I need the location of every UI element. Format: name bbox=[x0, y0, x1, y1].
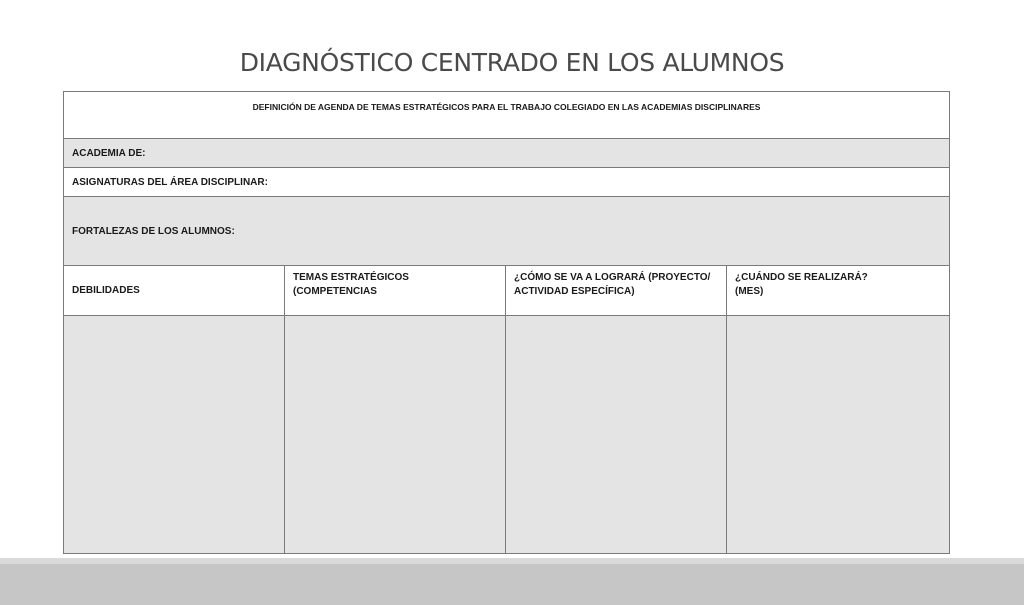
academia-field[interactable]: ACADEMIA DE: bbox=[64, 139, 950, 168]
column-header-cuando bbox=[727, 266, 950, 316]
column-header-como-line1: ¿CÓMO SE VA A LOGRARÁ (PROYECTO/ bbox=[514, 272, 711, 283]
entry-row bbox=[64, 316, 950, 554]
column-header-row bbox=[64, 266, 950, 316]
column-header-temas-line1: TEMAS ESTRATÉGICOS bbox=[293, 272, 409, 283]
footer-bar bbox=[0, 558, 1024, 605]
footer-bar-highlight bbox=[0, 558, 1024, 564]
asignaturas-field[interactable]: ASIGNATURAS DEL ÁREA DISCIPLINAR: bbox=[64, 168, 950, 197]
column-header-como-line2: ACTIVIDAD ESPECÍFICA) bbox=[514, 286, 635, 297]
entry-cell-temas[interactable] bbox=[285, 316, 506, 554]
column-header-como bbox=[506, 266, 727, 316]
slide-title: DIAGNÓSTICO CENTRADO EN LOS ALUMNOS bbox=[239, 48, 785, 77]
form-header: DEFINICIÓN DE AGENDA DE TEMAS ESTRATÉGICOS PARA EL TRABAJO COLEGIADO EN LAS ACADEMIAS DISCIPLINARES bbox=[64, 92, 950, 139]
column-header-temas-line2: (COMPETENCIAS bbox=[293, 286, 377, 297]
fortalezas-field[interactable]: FORTALEZAS DE LOS ALUMNOS: bbox=[64, 197, 950, 266]
academia-row bbox=[64, 139, 950, 168]
asignaturas-row bbox=[64, 168, 950, 197]
entry-cell-debilidades[interactable] bbox=[64, 316, 285, 554]
column-header-debilidades bbox=[64, 266, 285, 316]
column-header-temas bbox=[285, 266, 506, 316]
column-header-debilidades-label: DEBILIDADES bbox=[72, 284, 140, 296]
column-header-cuando-line2: (MES) bbox=[735, 286, 764, 297]
header-row bbox=[64, 92, 950, 139]
entry-cell-cuando[interactable] bbox=[727, 316, 950, 554]
column-header-cuando-line1: ¿CUÁNDO SE REALIZARÁ? bbox=[735, 272, 868, 283]
fortalezas-row bbox=[64, 197, 950, 266]
entry-cell-como[interactable] bbox=[506, 316, 727, 554]
agenda-form-table bbox=[63, 91, 950, 554]
